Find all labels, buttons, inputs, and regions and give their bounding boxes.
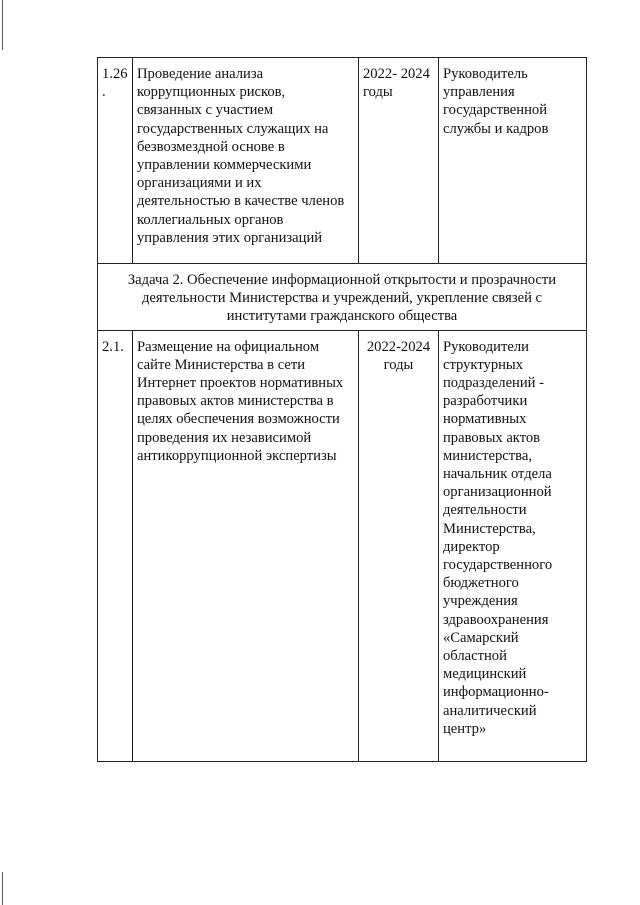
event-text: Проведение анализа коррупционных рисков, связанных с участием государственных служащих на безвозмездной основе в управлении коммерческими организациями и их деятельностью в качестве членов коллегиальных органов управления этих организаций: [137, 66, 345, 246]
responsible: [439, 58, 587, 264]
event-description: [133, 58, 359, 264]
scan-edge-line: [2, 0, 3, 50]
task-heading: [98, 264, 587, 331]
event-text: Размещение на официальном сайте Министерства в сети Интернет проектов нормативных правовых актов министерства в целях обеспечения возможности проведения их независимой антикоррупционной экспертизы: [137, 338, 344, 464]
item-number-text: 2.1.: [102, 338, 124, 355]
table-row: [98, 58, 587, 264]
deadline-text: 2022-2024 годы: [366, 338, 431, 373]
item-number: [98, 58, 133, 264]
task-header-row: [98, 264, 587, 331]
table-row: [98, 330, 587, 761]
deadline: [359, 330, 439, 761]
responsible-text: Руководитель управления государственной службы и кадров: [443, 66, 549, 137]
deadline-text: 2022- 2024 годы: [363, 66, 430, 101]
responsible-text: Руководители структурных подразделений - разработчики нормативных правовых актов министерства, начальник отдела организационной деятельности Министерства, директор государственного бюджетного учреждения здравоохранения «Самарский областной медицинский информационно- аналитический центр»: [443, 338, 553, 737]
item-number: [98, 330, 133, 761]
anticorruption-plan-table: [97, 57, 587, 762]
scan-edge-line: [2, 872, 3, 905]
item-number-text: 1.26.: [102, 66, 128, 101]
responsible: [439, 330, 587, 761]
deadline: [359, 58, 439, 264]
event-description: [133, 330, 359, 761]
task-heading-text: Задача 2. Обеспечение информационной открытости и прозрачности деятельности Министерства и учреждений, укрепление связей с институтами гражданского общества: [127, 272, 557, 325]
